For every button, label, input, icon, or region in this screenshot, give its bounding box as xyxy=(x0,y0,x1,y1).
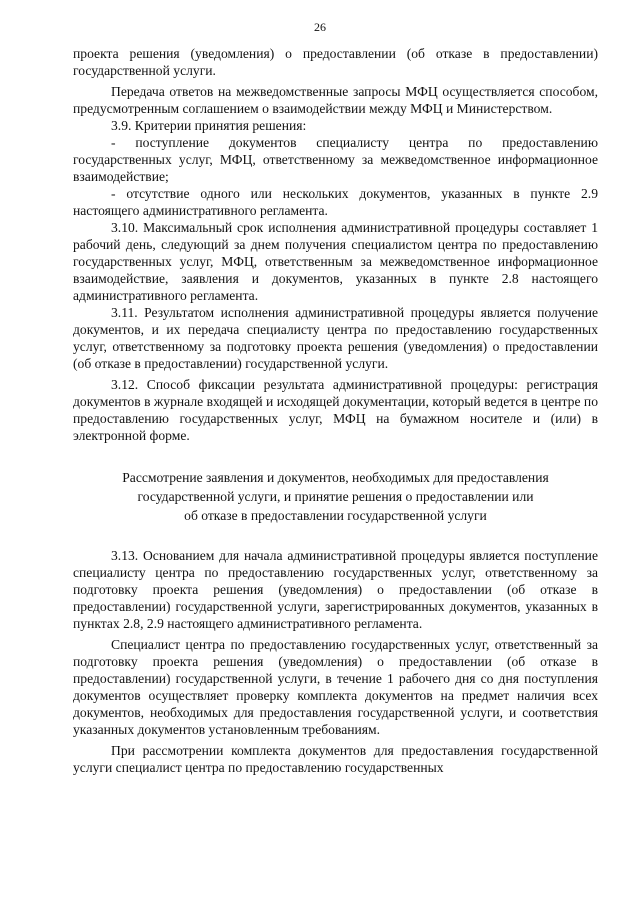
paragraph-3-13: 3.13. Основанием для начала административной процедуры является поступление специалисту центра по предоставлению государственных услуг, ответственному за подготовку проекта решения (уведомления) о предоставлении (об отказе в предоставлении) государственной услуги, зарегистрированных документов, указанных в пунктах 2.8, 2.9 настоящего административного регламента. xyxy=(73,548,598,631)
paragraph-criterion-1: - поступление документов специалисту центра по предоставлению государственных услуг, МФЦ, ответственному за межведомственное информационное взаимодействие; xyxy=(73,135,598,184)
paragraph-review: При рассмотрении комплекта документов для предоставления государственной услуги специалист центра по предоставлению государственных xyxy=(73,743,598,775)
paragraph-continuation: проекта решения (уведомления) о предоставлении (об отказе в предоставлении) государственной услуги. xyxy=(73,46,598,78)
section-heading-line: Рассмотрение заявления и документов, необходимых для предоставления xyxy=(122,470,549,485)
paragraph-3-9-title: 3.9. Критерии принятия решения: xyxy=(111,118,307,133)
paragraph-specialist-check: Специалист центра по предоставлению государственных услуг, ответственный за подготовку проекта решения (уведомления) о предоставлении (об отказе в предоставлении) государственной услуги, в течение 1 рабочего дня со дня поступления документов осуществляет проверку комплекта документов на предмет наличия всех документов, необходимых для предоставления государственной услуги, и соответствия указанных документов установленным требованиям. xyxy=(73,637,598,737)
section-heading-line: об отказе в предоставлении государственной услуги xyxy=(184,508,487,523)
paragraph-mfc-responses: Передача ответов на межведомственные запросы МФЦ осуществляется способом, предусмотренным соглашением о взаимодействии между МФЦ и Министерством. xyxy=(73,84,598,116)
paragraph-3-10: 3.10. Максимальный срок исполнения административной процедуры составляет 1 рабочий день, следующий за днем получения специалистом центра по предоставлению государственных услуг, МФЦ, ответственным за межведомственное информационное взаимодействие, заявления и документов, указанных в пункте 2.8 настоящего административного регламента. xyxy=(73,220,598,303)
paragraph-criterion-2: - отсутствие одного или нескольких документов, указанных в пункте 2.9 настоящего административного регламента. xyxy=(73,186,598,218)
paragraph-3-11: 3.11. Результатом исполнения административной процедуры является получение документов, и их передача специалисту центра по предоставлению государственных услуг, ответственному за подготовку проекта решения (уведомления) о предоставлении (об отказе в предоставлении) государственной услуги. xyxy=(73,305,598,371)
page-number: 26 xyxy=(314,20,326,34)
section-heading-line: государственной услуги, и принятие решения о предоставлении или xyxy=(137,489,534,504)
section-heading xyxy=(73,468,598,525)
paragraph-3-12: 3.12. Способ фиксации результата административной процедуры: регистрация документов в журнале входящей и исходящей документации, который ведется в центре по предоставлению государственных услуг, МФЦ на бумажном носителе и (или) в электронной форме. xyxy=(73,377,598,443)
document-body xyxy=(73,45,598,776)
